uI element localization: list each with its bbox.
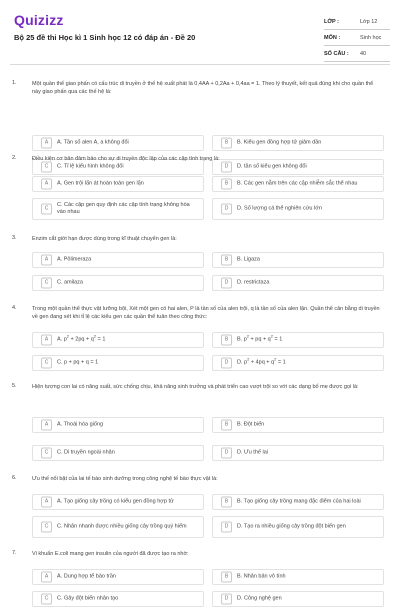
option-text: A. Thoái hóa giống xyxy=(57,421,104,428)
document-title: Bộ 25 đề thi Học kì 1 Sinh học 12 có đáp án - Đề 20 xyxy=(14,33,196,42)
quizizz-logo: Quizizz xyxy=(14,12,64,28)
option-b[interactable] xyxy=(212,569,384,585)
option-a[interactable] xyxy=(32,494,204,510)
option-d[interactable] xyxy=(212,516,384,538)
option-letter-badge: C xyxy=(41,594,52,605)
option-text: A. Gen trội lấn át hoàn toàn gen lặn xyxy=(57,180,144,187)
option-c[interactable] xyxy=(32,355,204,371)
formula-part: + 2pq + q xyxy=(69,336,94,343)
option-text: C. Gây đột biến nhân tạo xyxy=(57,595,119,602)
option-text xyxy=(237,356,377,367)
option-text: B. Nhân bản vô tính xyxy=(237,573,286,580)
question-text: Enzim cắt giới hạn được dùng trong kĩ thuật chuyển gen là: xyxy=(32,236,177,242)
option-letter-badge: D xyxy=(221,162,232,173)
question-text: Vi khuẩn E.coli mang gen insulin của người đã được tạo ra nhờ: xyxy=(32,551,189,557)
option-text xyxy=(237,333,377,344)
meta-row-subject xyxy=(324,30,390,46)
option-text: B. Ligaza xyxy=(237,256,260,263)
option-letter-badge: D xyxy=(221,522,232,533)
meta-key: LỚP : xyxy=(324,18,339,25)
option-letter-badge: A xyxy=(41,420,52,431)
option-c[interactable] xyxy=(32,516,204,538)
option-d[interactable] xyxy=(212,355,384,371)
question-text: Ưu thế nổi bật của lai tế bào sinh dưỡng trong công nghệ tế bào thực vật là: xyxy=(32,476,218,482)
meta-row-question-count xyxy=(324,46,390,62)
option-letter-badge: B xyxy=(221,420,232,431)
option-text: D. tần số kiểu gen không đổi xyxy=(237,163,307,170)
option-letter-badge: A xyxy=(41,572,52,583)
option-letter-badge: B xyxy=(221,138,232,149)
option-c[interactable] xyxy=(32,198,204,220)
option-letter-badge: C xyxy=(41,448,52,459)
option-letter-badge: A xyxy=(41,255,52,266)
meta-value: 40 xyxy=(360,50,367,57)
option-a[interactable] xyxy=(32,176,204,192)
option-letter-badge: A xyxy=(41,497,52,508)
option-text: B. Tạo giống cây trồng mang đặc điểm của hai loài xyxy=(237,498,361,505)
option-letter-badge: C xyxy=(41,522,52,533)
option-b[interactable] xyxy=(212,494,384,510)
option-letter-badge: D xyxy=(221,278,232,289)
formula-part: B. p xyxy=(237,336,247,343)
option-a[interactable] xyxy=(32,135,204,151)
formula-exponent: 2 xyxy=(93,333,97,339)
question-text: Hiện tượng con lai có năng suất, sức chống chịu, khả năng sinh trưởng và phát triển cao vượt trội so với các dạng bố mẹ được gọi là: xyxy=(32,384,359,390)
option-letter-badge: A xyxy=(41,138,52,149)
formula-exponent: 2 xyxy=(270,333,273,339)
formula-part: = 1 xyxy=(272,336,283,343)
question-number: 1. xyxy=(12,80,17,86)
question-number: 2. xyxy=(12,155,17,161)
option-text: C. Nhân nhanh được nhiều giống cây trồng quý hiếm xyxy=(57,523,187,530)
option-letter-badge: B xyxy=(221,497,232,508)
meta-key: SỐ CÂU : xyxy=(324,50,349,57)
document-meta-table xyxy=(324,14,390,62)
option-text: B. Kiểu gen đồng hợp tử giảm dần xyxy=(237,139,322,146)
option-text: D. Ưu thế lai xyxy=(237,449,268,456)
meta-row-class xyxy=(324,14,390,30)
option-letter-badge: C xyxy=(41,278,52,289)
option-text: D. Tạo ra nhiều giống cây trồng đột biến gen xyxy=(237,523,346,530)
formula-exponent: 2 xyxy=(247,356,250,362)
option-letter-badge: B xyxy=(221,335,232,346)
option-c[interactable] xyxy=(32,591,204,607)
question-number: 5. xyxy=(12,383,17,389)
option-a[interactable] xyxy=(32,332,204,348)
option-text: A. Tần số alen A, a không đổi xyxy=(57,139,129,146)
question-text: Điều kiện cơ bản đảm bảo cho sự di truyền độc lập của các cặp tính trạng là: xyxy=(32,156,220,162)
option-letter-badge: B xyxy=(221,572,232,583)
option-text: D. Số lượng cá thể nghiên cứu lớn xyxy=(237,205,322,212)
option-letter-badge: C xyxy=(41,162,52,173)
option-d[interactable] xyxy=(212,198,384,220)
option-text: C. Tỉ lệ kiểu hình không đổi xyxy=(57,163,124,170)
option-b[interactable] xyxy=(212,417,384,433)
option-d[interactable] xyxy=(212,591,384,607)
option-text: A. Pôlimeraza xyxy=(57,256,92,263)
option-a[interactable] xyxy=(32,569,204,585)
option-text: B. Các gen nằm trên các cặp nhiễm sắc thể nhau xyxy=(237,180,358,187)
option-letter-badge: D xyxy=(221,204,232,215)
option-letter-badge: A xyxy=(41,335,52,346)
option-b[interactable] xyxy=(212,332,384,348)
formula-part: + 4pq + q xyxy=(249,359,275,366)
document-header xyxy=(0,0,400,62)
option-letter-badge: D xyxy=(221,594,232,605)
formula-part: + pq + q xyxy=(249,336,271,343)
question-number: 7. xyxy=(12,550,17,556)
option-c[interactable] xyxy=(32,445,204,461)
option-letter-badge: C xyxy=(41,204,52,215)
option-text: C. Di truyền ngoài nhân xyxy=(57,449,115,456)
option-text: C. Các cặp gen quy định các cặp tính trạng không hòa vào nhau xyxy=(57,202,190,215)
option-d[interactable] xyxy=(212,445,384,461)
question-number: 6. xyxy=(12,475,17,481)
meta-value: Lớp 12 xyxy=(360,18,378,25)
question-text: Trong một quần thể thực vật lưỡng bội, Xét một gen có hai alen, P là tần số của alen trội, q là tần số của alen lặn. Quần thể cân bằng di truyền về gen đang xét khi tỉ lệ các kiểu gen các quần thể tuân theo công thức: xyxy=(32,306,380,320)
option-text: C. amilaza xyxy=(57,279,83,286)
formula-exponent: 2 xyxy=(274,356,277,362)
option-letter-badge: C xyxy=(41,358,52,369)
question-text: Một quần thể giao phấn có cấu trúc di truyền ở thế hệ xuất phát là 0,4AA + 0,2Aa + 0,4aa = 1. Theo lý thuyết, kết quả đúng khi cho quần thể này giao phấn qua các thế hệ là: xyxy=(32,81,374,95)
formula-exponent: 2 xyxy=(66,333,70,339)
formula-part: A. p xyxy=(57,336,67,343)
formula-part: = 1 xyxy=(276,359,286,366)
option-text: A. Dung hợp tế bào trần xyxy=(57,573,116,580)
option-c[interactable] xyxy=(32,275,204,291)
option-letter-badge: D xyxy=(221,448,232,459)
formula-part: = 1 xyxy=(96,336,106,343)
option-b[interactable] xyxy=(212,176,384,192)
option-letter-badge: B xyxy=(221,255,232,266)
option-d[interactable] xyxy=(212,275,384,291)
formula-exponent: 2 xyxy=(246,333,250,339)
question-number: 4. xyxy=(12,305,17,311)
question-number: 3. xyxy=(12,235,17,241)
header-divider xyxy=(10,64,390,65)
option-letter-badge: A xyxy=(41,179,52,190)
option-b[interactable] xyxy=(212,252,384,268)
meta-value: Sinh học xyxy=(360,34,382,41)
option-text: C. p + pq + q = 1 xyxy=(57,359,99,366)
option-b[interactable] xyxy=(212,135,384,151)
option-a[interactable] xyxy=(32,252,204,268)
option-letter-badge: D xyxy=(221,358,232,369)
option-text: D. Công nghệ gen xyxy=(237,595,282,602)
option-text: B. Đột biến xyxy=(237,421,265,428)
option-text: D. restrictaza xyxy=(237,279,270,286)
meta-key: MÔN : xyxy=(324,34,341,41)
option-letter-badge: B xyxy=(221,179,232,190)
option-text xyxy=(57,333,197,344)
option-a[interactable] xyxy=(32,417,204,433)
formula-part: D. p xyxy=(237,359,248,366)
option-text: A. Tạo giống cây trồng có kiểu gen đồng hợp tử xyxy=(57,498,174,505)
